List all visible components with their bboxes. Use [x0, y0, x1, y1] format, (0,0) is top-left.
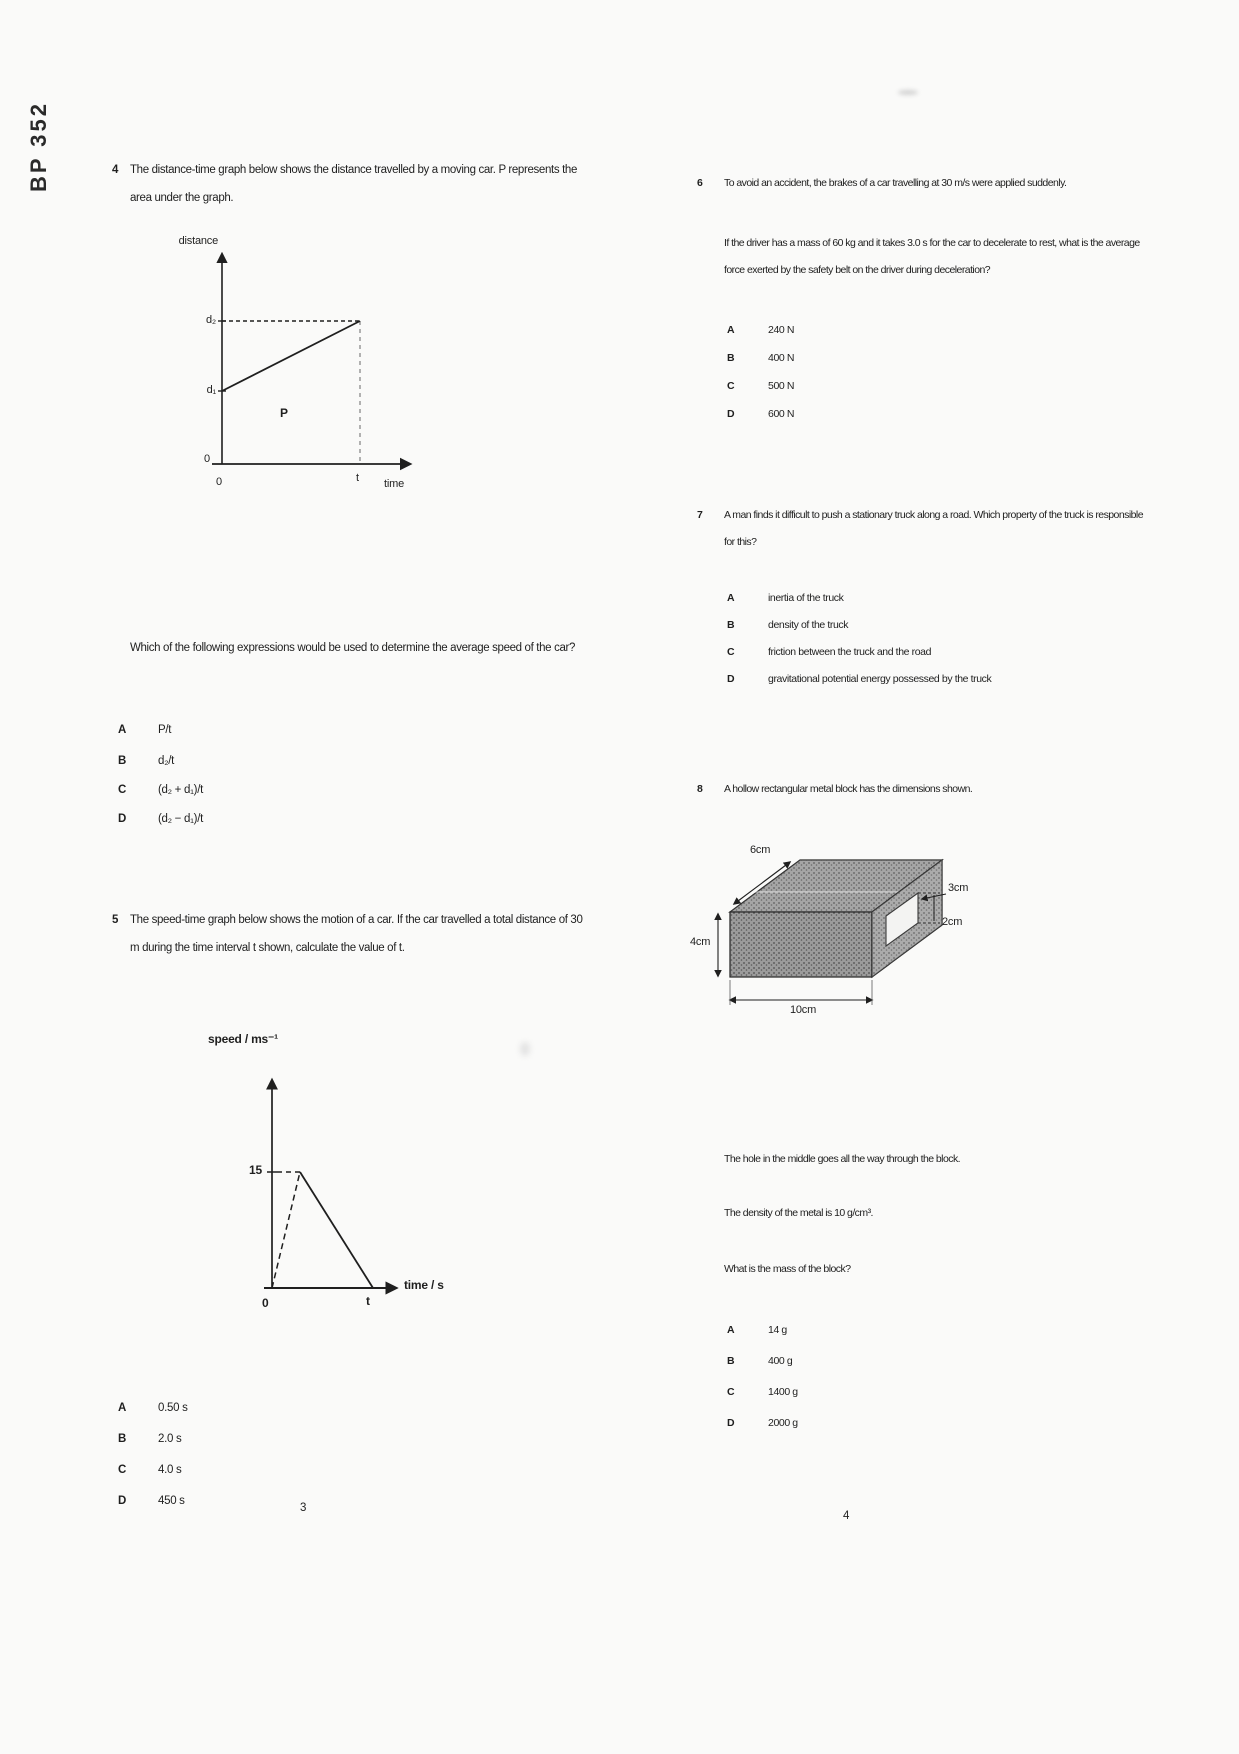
question-number: 8 [697, 783, 703, 795]
q8-question: What is the mass of the block? [724, 1263, 851, 1275]
q6-option-a [727, 324, 794, 336]
question-number: 5 [112, 914, 119, 926]
option-text: 600 N [768, 408, 795, 420]
question-5 [112, 906, 588, 962]
option-text: 14 g [768, 1324, 787, 1336]
question-number: 7 [697, 509, 703, 521]
figure-distance-time-graph [156, 235, 446, 508]
q7-option-b [727, 619, 848, 631]
page-number-left: 3 [300, 1502, 307, 1514]
x-axis-label: time [384, 478, 404, 490]
distance-time-graph-svg [156, 238, 446, 508]
option-text: 2.0 s [158, 1433, 182, 1445]
t-tick-label: t [356, 472, 359, 484]
q5-option-c [118, 1464, 181, 1476]
option-label: B [118, 755, 127, 767]
q8-option-c [727, 1386, 798, 1398]
q4-option-c [118, 784, 203, 796]
question-number: 6 [697, 177, 703, 189]
question-number: 4 [112, 164, 119, 176]
scan-artifact [898, 90, 918, 95]
margin-stamp: BP 352 [26, 101, 51, 192]
option-text: (d₂ + d₁)/t [158, 784, 203, 796]
question-prompt: The speed-time graph below shows the motion of a car. If the car travelled a total distance of 30 m during the time interval t shown, calculate the value of t. [130, 914, 583, 954]
deceleration-line [300, 1172, 373, 1288]
page-number-right: 4 [843, 1510, 850, 1522]
q8-note1: The hole in the middle goes all the way through the block. [724, 1153, 961, 1165]
option-text: density of the truck [768, 619, 849, 631]
depth-dimension-label: 6cm [750, 844, 771, 856]
q8-option-a [727, 1324, 787, 1336]
option-text: 2000 g [768, 1417, 798, 1429]
option-label: D [118, 1495, 127, 1507]
figure-hollow-block [688, 842, 1018, 1037]
hollow-block-svg [688, 842, 1018, 1037]
area-label: P [280, 406, 288, 420]
option-label: B [727, 352, 735, 364]
option-label: A [727, 1324, 735, 1336]
origin-zero-x: 0 [216, 476, 222, 488]
question-prompt: The distance-time graph below shows the distance travelled by a moving car. P represents the area under the graph. [130, 164, 578, 204]
question-7 [697, 502, 1148, 556]
question-prompt: To avoid an accident, the brakes of a car travelling at 30 m/s were applied suddenly. [724, 177, 1067, 189]
origin-zero-y: 0 [204, 453, 210, 465]
height-dimension-label: 4cm [690, 936, 711, 948]
y-axis-label: distance [178, 235, 218, 247]
option-text: inertia of the truck [768, 592, 844, 604]
q6-option-d [727, 408, 794, 420]
q8-option-b [727, 1355, 792, 1367]
option-label: B [727, 1355, 735, 1367]
option-text: 0.50 s [158, 1402, 188, 1414]
q7-option-a [727, 592, 843, 604]
option-label: A [118, 1402, 127, 1414]
q6-option-b [727, 352, 794, 364]
hole-height-label: 2cm [942, 916, 963, 928]
figure-speed-time-graph [196, 1032, 446, 1332]
option-label: B [727, 619, 735, 631]
option-label: D [727, 1417, 735, 1429]
q4-option-d [118, 813, 203, 825]
q5-option-b [118, 1433, 181, 1445]
length-dimension-label: 10cm [789, 1004, 817, 1016]
option-text: 400 N [768, 352, 795, 364]
y-axis-label: speed / ms⁻¹ [208, 1032, 278, 1046]
option-label: A [118, 724, 127, 736]
option-text: (d₂ − d₁)/t [158, 813, 203, 825]
d1-tick-label: d₁ [206, 384, 216, 396]
option-label: C [727, 1386, 735, 1398]
option-text: 4.0 s [158, 1464, 182, 1476]
option-text: 1400 g [768, 1386, 798, 1398]
option-label: D [118, 813, 127, 825]
option-label: D [727, 673, 735, 685]
d2-tick-label: d₂ [206, 314, 216, 326]
tick-15-label: 15 [249, 1163, 262, 1177]
option-text: 450 s [158, 1495, 185, 1507]
option-label: A [727, 592, 735, 604]
option-text: 240 N [768, 324, 795, 336]
option-text: friction between the truck and the road [768, 646, 932, 658]
option-text: d₂/t [158, 755, 175, 767]
option-text: 500 N [768, 380, 795, 392]
option-label: C [118, 1464, 127, 1476]
option-text: gravitational potential energy possessed by the truck [768, 673, 992, 685]
option-label: C [727, 380, 735, 392]
q7-option-c [727, 646, 931, 658]
q5-option-d [118, 1495, 185, 1507]
option-label: B [118, 1433, 127, 1445]
question-prompt: A man finds it difficult to push a stationary truck along a road. Which property of the truck is responsible for this? [724, 509, 1143, 548]
q8-note2: The density of the metal is 10 g/cm³. [724, 1207, 873, 1219]
option-text: P/t [158, 724, 172, 736]
q6-prompt2: If the driver has a mass of 60 kg and it takes 3.0 s for the car to decelerate to rest, what is the average force exerted by the safety belt on the driver during deceleration? [724, 237, 1140, 276]
option-text: 400 g [768, 1355, 793, 1367]
acceleration-line [272, 1172, 300, 1288]
option-label: C [727, 646, 735, 658]
q7-option-d [727, 673, 991, 685]
q5-option-a [118, 1402, 188, 1414]
hole-width-label: 3cm [948, 882, 969, 894]
origin-zero: 0 [262, 1296, 269, 1310]
t-tick-label: t [366, 1294, 370, 1308]
distance-line [222, 321, 360, 391]
q8-option-d [727, 1417, 798, 1429]
x-axis-label: time / s [404, 1278, 444, 1292]
scan-artifact [520, 1042, 530, 1056]
q4-option-b [118, 755, 174, 767]
q4-question: Which of the following expressions would be used to determine the average speed of the car? [130, 642, 576, 654]
q6-option-c [727, 380, 794, 392]
option-label: D [727, 408, 735, 420]
option-label: A [727, 324, 735, 336]
question-8 [697, 776, 1148, 803]
question-6 [697, 170, 1148, 197]
question-prompt: A hollow rectangular metal block has the dimensions shown. [724, 783, 973, 795]
block-front-face [730, 912, 872, 977]
question-4 [112, 156, 588, 212]
q4-option-a [118, 724, 171, 736]
option-label: C [118, 784, 127, 796]
